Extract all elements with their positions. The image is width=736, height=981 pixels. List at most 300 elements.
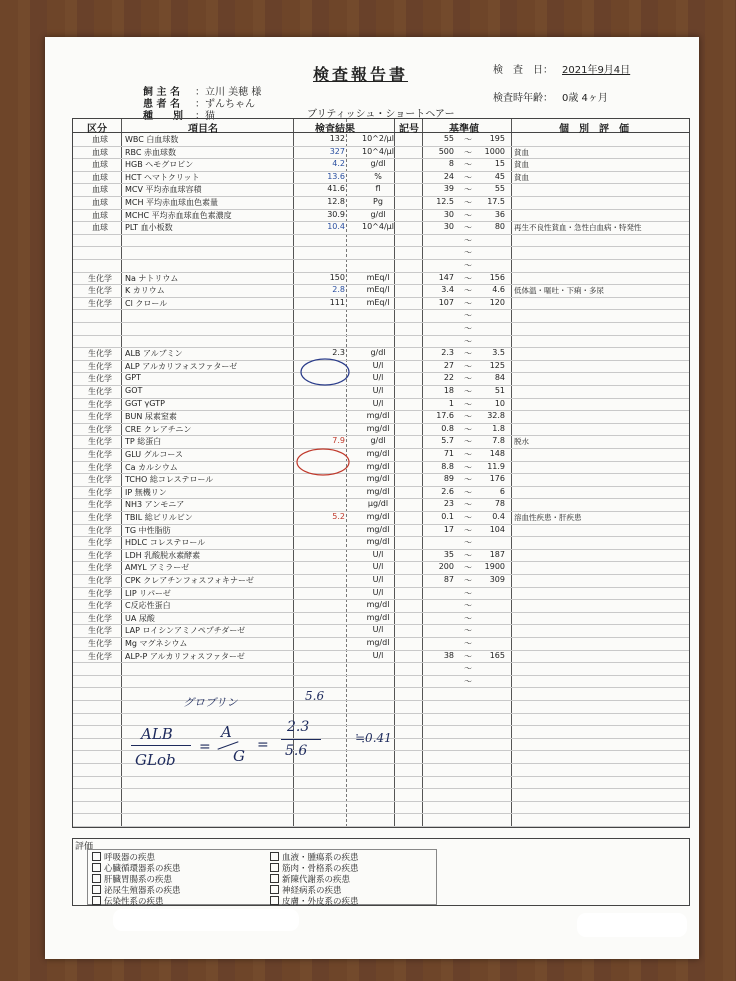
hand-fraction-line-3 xyxy=(281,739,321,740)
range-separator: 〜 xyxy=(464,639,472,648)
row-ref-low: 35 xyxy=(443,549,454,559)
table-row xyxy=(73,599,689,613)
row-result: 327 xyxy=(329,146,345,156)
table-row xyxy=(73,385,689,399)
empty-row xyxy=(73,234,689,248)
table-row xyxy=(73,410,689,424)
row-category: 生化学 xyxy=(88,349,112,359)
empty-row xyxy=(73,662,689,676)
row-result: 7.9 xyxy=(332,436,345,446)
hand-globulin-value: 5.6 xyxy=(305,689,325,703)
row-item-name: TG 中性脂肪 xyxy=(125,525,171,535)
hand-globulin-label: グロブリン xyxy=(183,696,238,709)
row-ref-high: 176 xyxy=(489,474,505,484)
empty-row xyxy=(73,259,689,273)
header-symbol: 記号 xyxy=(399,124,419,135)
row-category: 血球 xyxy=(92,198,108,207)
checkbox-musculoskeletal[interactable]: 筋肉・骨格系の疾患 xyxy=(270,862,359,874)
row-ref-high: 55 xyxy=(494,184,505,194)
table-row xyxy=(73,146,689,160)
row-category: 血球 xyxy=(92,210,108,220)
range-separator: 〜 xyxy=(464,349,472,359)
range-separator: 〜 xyxy=(464,424,472,434)
table-row xyxy=(73,637,689,651)
header-category: 区分 xyxy=(87,124,107,135)
row-item-name: Ca カルシウム xyxy=(125,462,178,472)
row-category: 生化学 xyxy=(88,639,112,648)
evaluation-label: 評価 xyxy=(75,842,94,852)
checkbox-respiratory[interactable]: 呼吸器の疾患 xyxy=(92,851,155,863)
row-item-name: IP 無機リン xyxy=(125,487,167,497)
row-ref-low: 71 xyxy=(443,449,454,458)
hand-ratio-g: G xyxy=(233,747,245,765)
range-separator: 〜 xyxy=(464,651,472,661)
checkbox-urogenital[interactable]: 泌尿生殖器系の疾患 xyxy=(92,884,181,896)
hand-numerator: 2.3 xyxy=(287,719,310,735)
row-unit: μg/dl xyxy=(367,499,389,509)
row-unit: g/dl xyxy=(370,348,386,358)
row-ref-high: 51 xyxy=(494,386,505,395)
row-unit: Pg xyxy=(373,197,383,206)
evaluation-section xyxy=(72,838,690,906)
table-row xyxy=(73,196,689,210)
row-unit: U/l xyxy=(372,360,384,370)
table-row xyxy=(73,650,689,664)
row-ref-high: 11.9 xyxy=(487,461,505,471)
hand-eq-1: = xyxy=(199,739,211,755)
row-result: 150 xyxy=(329,272,345,282)
range-separator: 〜 xyxy=(464,147,472,157)
hand-ratio-a: A xyxy=(221,723,232,741)
hand-result: ≒0.41 xyxy=(355,731,392,745)
row-ref-high: 3.5 xyxy=(492,348,505,358)
range-separator: 〜 xyxy=(464,437,472,447)
row-ref-low: 3.4 xyxy=(441,285,454,295)
range-separator: 〜 xyxy=(464,601,472,611)
row-unit: 10^4/μl xyxy=(362,222,394,232)
row-ref-high: 1.8 xyxy=(492,423,505,433)
range-separator: 〜 xyxy=(464,210,472,220)
row-result: 2.3 xyxy=(332,348,345,358)
row-item-name: MCHC 平均赤血球血色素濃度 xyxy=(125,210,232,220)
row-category: 生化学 xyxy=(88,298,112,308)
row-category: 血球 xyxy=(92,135,108,144)
row-result: 12.8 xyxy=(327,197,345,206)
patient-name: ：ずんちゃん xyxy=(195,99,255,110)
checkbox-skin[interactable]: 皮膚・外皮系の疾患 xyxy=(270,895,359,907)
row-category: 生化学 xyxy=(88,576,112,585)
checkbox-cardio[interactable]: 心臓循環器系の疾患 xyxy=(92,862,181,874)
row-ref-low: 200 xyxy=(438,562,454,572)
row-result: 132 xyxy=(329,134,345,143)
row-unit: mEq/l xyxy=(366,272,390,282)
row-category: 生化学 xyxy=(88,563,112,573)
row-ref-low: 24 xyxy=(443,171,454,181)
redaction-left xyxy=(113,909,299,931)
row-ref-high: 1900 xyxy=(484,562,505,572)
patient-label: 患 者 名 xyxy=(143,99,180,110)
row-category: 血球 xyxy=(92,223,108,233)
circle-mark-tp xyxy=(291,444,355,480)
table-row xyxy=(73,209,689,223)
row-evaluation: 溶血性疾患・肝疾患 xyxy=(514,513,582,522)
row-ref-low: 500 xyxy=(438,146,454,156)
row-evaluation: 低体温・嘔吐・下痢・多尿 xyxy=(514,286,604,296)
row-category: 生化学 xyxy=(88,424,112,434)
table-row xyxy=(73,183,689,197)
range-separator: 〜 xyxy=(464,475,472,485)
range-separator: 〜 xyxy=(464,513,472,522)
header-result: 検査結果 xyxy=(315,124,355,135)
row-item-name: MCV 平均赤血球容積 xyxy=(125,185,202,195)
range-separator: 〜 xyxy=(464,576,472,585)
range-separator: 〜 xyxy=(464,324,472,333)
row-ref-high: 78 xyxy=(494,499,505,509)
redaction-right xyxy=(577,913,687,937)
row-ref-low: 22 xyxy=(443,373,454,383)
breed: ブリティッシュ・ショートヘアー xyxy=(307,109,455,120)
range-separator: 〜 xyxy=(464,387,472,396)
row-evaluation: 貧血 xyxy=(514,147,529,157)
owner-name: ：立川 美穂 様 xyxy=(195,87,262,98)
range-separator: 〜 xyxy=(464,538,472,548)
exam-date: 2021年9月4日 xyxy=(562,65,631,76)
row-unit: mg/dl xyxy=(366,612,390,622)
row-ref-low: 147 xyxy=(438,272,454,282)
row-unit: g/dl xyxy=(370,436,386,446)
row-unit: U/l xyxy=(372,650,384,660)
checkbox-liver-gi[interactable]: 肝臓胃腸系の疾患 xyxy=(92,873,172,885)
row-unit: mg/dl xyxy=(366,449,390,458)
row-ref-low: 87 xyxy=(443,575,454,584)
row-ref-low: 12.5 xyxy=(436,197,454,206)
row-ref-low: 18 xyxy=(443,386,454,395)
row-ref-low: 5.7 xyxy=(441,436,454,446)
row-category: 生化学 xyxy=(88,601,112,611)
header-evaluation: 個 別 評 価 xyxy=(559,124,629,135)
table-row xyxy=(73,549,689,563)
row-ref-low: 27 xyxy=(443,360,454,370)
row-unit: % xyxy=(374,171,382,181)
empty-row xyxy=(73,813,689,827)
range-separator: 〜 xyxy=(464,412,472,422)
row-ref-low: 0.1 xyxy=(441,512,454,521)
range-separator: 〜 xyxy=(464,374,472,384)
empty-row xyxy=(73,687,689,701)
hand-fraction-line-1 xyxy=(131,745,191,746)
row-unit: mg/dl xyxy=(366,411,390,421)
row-item-name: Na ナトリウム xyxy=(125,273,179,283)
row-item-name: LAP ロイシンアミノペプチダーゼ xyxy=(125,626,246,636)
row-category: 血球 xyxy=(92,185,108,195)
row-ref-high: 45 xyxy=(494,171,505,181)
hand-alb: ALB xyxy=(141,725,173,743)
row-ref-high: 80 xyxy=(494,222,505,232)
table-row xyxy=(73,498,689,512)
row-category: 生化学 xyxy=(88,651,112,661)
table-row xyxy=(73,221,689,235)
empty-row xyxy=(73,801,689,815)
row-ref-high: 0.4 xyxy=(492,512,505,521)
row-unit: g/dl xyxy=(370,209,386,219)
row-result: 111 xyxy=(329,297,345,307)
row-unit: U/l xyxy=(372,625,384,635)
results-table xyxy=(72,118,690,828)
row-item-name: HCT ヘマトクリット xyxy=(125,172,200,182)
hand-glob: GLob xyxy=(135,751,176,769)
checkbox-infectious[interactable]: 伝染性系の疾患 xyxy=(92,895,164,907)
range-separator: 〜 xyxy=(464,261,472,270)
row-category: 生化学 xyxy=(88,588,112,598)
row-unit: U/l xyxy=(372,562,384,572)
row-ref-low: 30 xyxy=(443,209,454,219)
row-item-name: GPT xyxy=(125,373,141,383)
table-row xyxy=(73,398,689,412)
row-item-name: GOT xyxy=(125,386,143,395)
row-item-name: GGT γGTP xyxy=(125,398,165,408)
row-item-name: LDH 乳酸脱水素酵素 xyxy=(125,550,201,560)
table-header xyxy=(73,119,689,133)
row-result: 2.8 xyxy=(332,285,345,295)
checkbox-neurological[interactable]: 神経病系の疾患 xyxy=(270,884,342,896)
range-separator: 〜 xyxy=(464,298,472,308)
row-item-name: C反応性蛋白 xyxy=(125,601,171,611)
range-separator: 〜 xyxy=(464,361,472,371)
row-result: 30.9 xyxy=(327,209,345,219)
row-item-name: ALB アルブミン xyxy=(125,349,183,359)
hand-denominator: 5.6 xyxy=(285,743,308,759)
range-separator: 〜 xyxy=(464,336,472,346)
row-category: 生化学 xyxy=(88,513,112,522)
range-separator: 〜 xyxy=(464,235,472,245)
row-category: 生化学 xyxy=(88,500,112,510)
row-ref-low: 30 xyxy=(443,222,454,232)
row-category: 生化学 xyxy=(88,487,112,497)
row-ref-low: 2.3 xyxy=(441,348,454,358)
row-ref-high: 195 xyxy=(489,134,505,143)
row-unit: mg/dl xyxy=(366,474,390,484)
table-row xyxy=(73,486,689,500)
row-ref-high: 104 xyxy=(489,524,505,534)
row-item-name: TBIL 総ビリルビン xyxy=(125,513,193,522)
row-item-name: CPK クレアチンフォスフォキナーゼ xyxy=(125,576,254,585)
table-row xyxy=(73,561,689,575)
range-separator: 〜 xyxy=(464,588,472,598)
row-ref-high: 6 xyxy=(499,486,505,496)
table-row xyxy=(73,297,689,311)
table-row xyxy=(73,524,689,538)
range-separator: 〜 xyxy=(464,172,472,182)
range-separator: 〜 xyxy=(464,487,472,497)
header-reference: 基準値 xyxy=(449,124,479,135)
empty-row xyxy=(73,322,689,336)
row-unit: U/l xyxy=(372,549,384,559)
exam-date-label: 検 査 日： xyxy=(493,65,553,76)
row-ref-high: 17.5 xyxy=(487,197,505,206)
row-ref-low: 17.6 xyxy=(436,411,454,421)
row-category: 生化学 xyxy=(88,273,112,283)
checkbox-blood-tumor[interactable]: 血液・腫瘍系の疾患 xyxy=(270,851,359,863)
row-item-name: HGB ヘモグロビン xyxy=(125,160,194,170)
row-ref-low: 39 xyxy=(443,184,454,194)
range-separator: 〜 xyxy=(464,311,472,321)
row-item-name: K カリウム xyxy=(125,286,165,296)
row-ref-high: 1000 xyxy=(484,146,505,156)
row-category: 生化学 xyxy=(88,626,112,636)
row-result: 10.4 xyxy=(327,222,345,232)
range-separator: 〜 xyxy=(464,450,472,459)
table-row xyxy=(73,284,689,298)
range-separator: 〜 xyxy=(464,198,472,207)
row-result: 5.2 xyxy=(332,512,345,521)
range-separator: 〜 xyxy=(464,664,472,674)
row-evaluation: 脱水 xyxy=(514,437,529,447)
table-row xyxy=(73,360,689,374)
row-category: 血球 xyxy=(92,160,108,170)
table-row xyxy=(73,133,689,147)
report-title: 検査報告書 xyxy=(313,65,409,84)
report-sheet xyxy=(45,37,699,959)
row-ref-high: 125 xyxy=(489,360,505,370)
range-separator: 〜 xyxy=(464,160,472,170)
row-ref-high: 36 xyxy=(494,209,505,219)
row-unit: fl xyxy=(375,184,381,194)
age: 0歳 4ヶ月 xyxy=(562,93,608,104)
row-result: 41.6 xyxy=(327,184,345,194)
row-ref-low: 38 xyxy=(443,650,454,660)
table-row xyxy=(73,511,689,525)
row-ref-high: 84 xyxy=(494,373,505,383)
row-ref-high: 120 xyxy=(489,297,505,307)
row-unit: mg/dl xyxy=(366,461,390,471)
row-unit: mEq/l xyxy=(366,285,390,295)
table-row xyxy=(73,347,689,361)
age-label: 検査時年齢： xyxy=(493,93,553,104)
row-category: 生化学 xyxy=(88,412,112,422)
row-category: 血球 xyxy=(92,172,108,182)
row-item-name: BUN 尿素窒素 xyxy=(125,412,177,422)
table-row xyxy=(73,423,689,437)
range-separator: 〜 xyxy=(464,500,472,510)
hand-eq-2: = xyxy=(257,737,269,753)
table-row xyxy=(73,272,689,286)
row-category: 生化学 xyxy=(88,613,112,623)
row-category: 生化学 xyxy=(88,462,112,472)
header-item: 項目名 xyxy=(188,124,218,135)
table-row xyxy=(73,536,689,550)
row-ref-high: 148 xyxy=(489,449,505,458)
empty-row xyxy=(73,675,689,689)
range-separator: 〜 xyxy=(464,525,472,535)
row-item-name: CRE クレアチニン xyxy=(125,424,192,434)
evaluation-checklist xyxy=(87,849,437,905)
row-category: 生化学 xyxy=(88,399,112,409)
range-separator: 〜 xyxy=(464,626,472,636)
checkbox-metabolic[interactable]: 新陳代謝系の疾患 xyxy=(270,873,350,885)
range-separator: 〜 xyxy=(464,223,472,233)
row-category: 生化学 xyxy=(88,437,112,447)
row-unit: U/l xyxy=(372,575,384,584)
row-ref-low: 107 xyxy=(438,297,454,307)
row-category: 生化学 xyxy=(88,538,112,548)
row-category: 生化学 xyxy=(88,450,112,459)
range-separator: 〜 xyxy=(464,286,472,296)
empty-row xyxy=(73,309,689,323)
range-separator: 〜 xyxy=(464,399,472,409)
row-item-name: RBC 赤血球数 xyxy=(125,147,177,157)
row-unit: 10^2/μl xyxy=(362,134,394,143)
row-item-name: TCHO 総コレステロール xyxy=(125,475,214,485)
row-unit: U/l xyxy=(372,373,384,383)
row-ref-low: 2.6 xyxy=(441,486,454,496)
species: ：猫 xyxy=(195,111,215,122)
row-category: 生化学 xyxy=(88,387,112,396)
row-ref-low: 89 xyxy=(443,474,454,484)
row-unit: mg/dl xyxy=(366,537,390,547)
table-row xyxy=(73,461,689,475)
row-unit: mg/dl xyxy=(366,423,390,433)
row-ref-low: 23 xyxy=(443,499,454,509)
row-unit: mg/dl xyxy=(366,512,390,521)
table-row xyxy=(73,624,689,638)
row-ref-high: 15 xyxy=(494,159,505,169)
empty-row xyxy=(73,776,689,790)
row-unit: mg/dl xyxy=(366,524,390,534)
row-ref-low: 1 xyxy=(448,398,454,408)
row-category: 生化学 xyxy=(88,475,112,485)
table-row xyxy=(73,473,689,487)
row-ref-low: 0.8 xyxy=(441,423,454,433)
table-row xyxy=(73,574,689,588)
row-category: 血球 xyxy=(92,147,108,157)
species-label: 種 別 xyxy=(143,111,183,122)
empty-row xyxy=(73,335,689,349)
circle-mark-alb xyxy=(297,355,357,391)
table-row xyxy=(73,372,689,386)
empty-row xyxy=(73,788,689,802)
row-item-name: GLU グルコース xyxy=(125,450,184,459)
range-separator: 〜 xyxy=(464,462,472,472)
row-unit: g/dl xyxy=(370,159,386,169)
range-separator: 〜 xyxy=(464,550,472,560)
table-row xyxy=(73,448,689,462)
row-ref-high: 165 xyxy=(489,650,505,660)
row-evaluation: 貧血 xyxy=(514,172,529,182)
row-unit: U/l xyxy=(372,386,384,395)
row-result: 13.6 xyxy=(327,171,345,181)
row-item-name: Mg マグネシウム xyxy=(125,639,188,648)
row-ref-high: 10 xyxy=(494,398,505,408)
range-separator: 〜 xyxy=(464,613,472,623)
row-unit: mEq/l xyxy=(366,297,390,307)
table-row xyxy=(73,171,689,185)
row-category: 生化学 xyxy=(88,374,112,384)
empty-row xyxy=(73,246,689,260)
row-item-name: WBC 白血球数 xyxy=(125,135,179,144)
owner-label: 飼 主 名 xyxy=(143,87,180,98)
table-row xyxy=(73,435,689,449)
row-unit: 10^4/μl xyxy=(362,146,394,156)
row-unit: mg/dl xyxy=(366,600,390,610)
row-ref-high: 187 xyxy=(489,549,505,559)
range-separator: 〜 xyxy=(464,135,472,144)
row-ref-high: 4.6 xyxy=(492,285,505,295)
row-unit: mg/dl xyxy=(366,486,390,496)
row-item-name: HDLC コレステロール xyxy=(125,538,206,548)
range-separator: 〜 xyxy=(464,185,472,195)
row-item-name: LIP リパーゼ xyxy=(125,588,171,598)
row-item-name: NH3 アンモニア xyxy=(125,500,185,510)
